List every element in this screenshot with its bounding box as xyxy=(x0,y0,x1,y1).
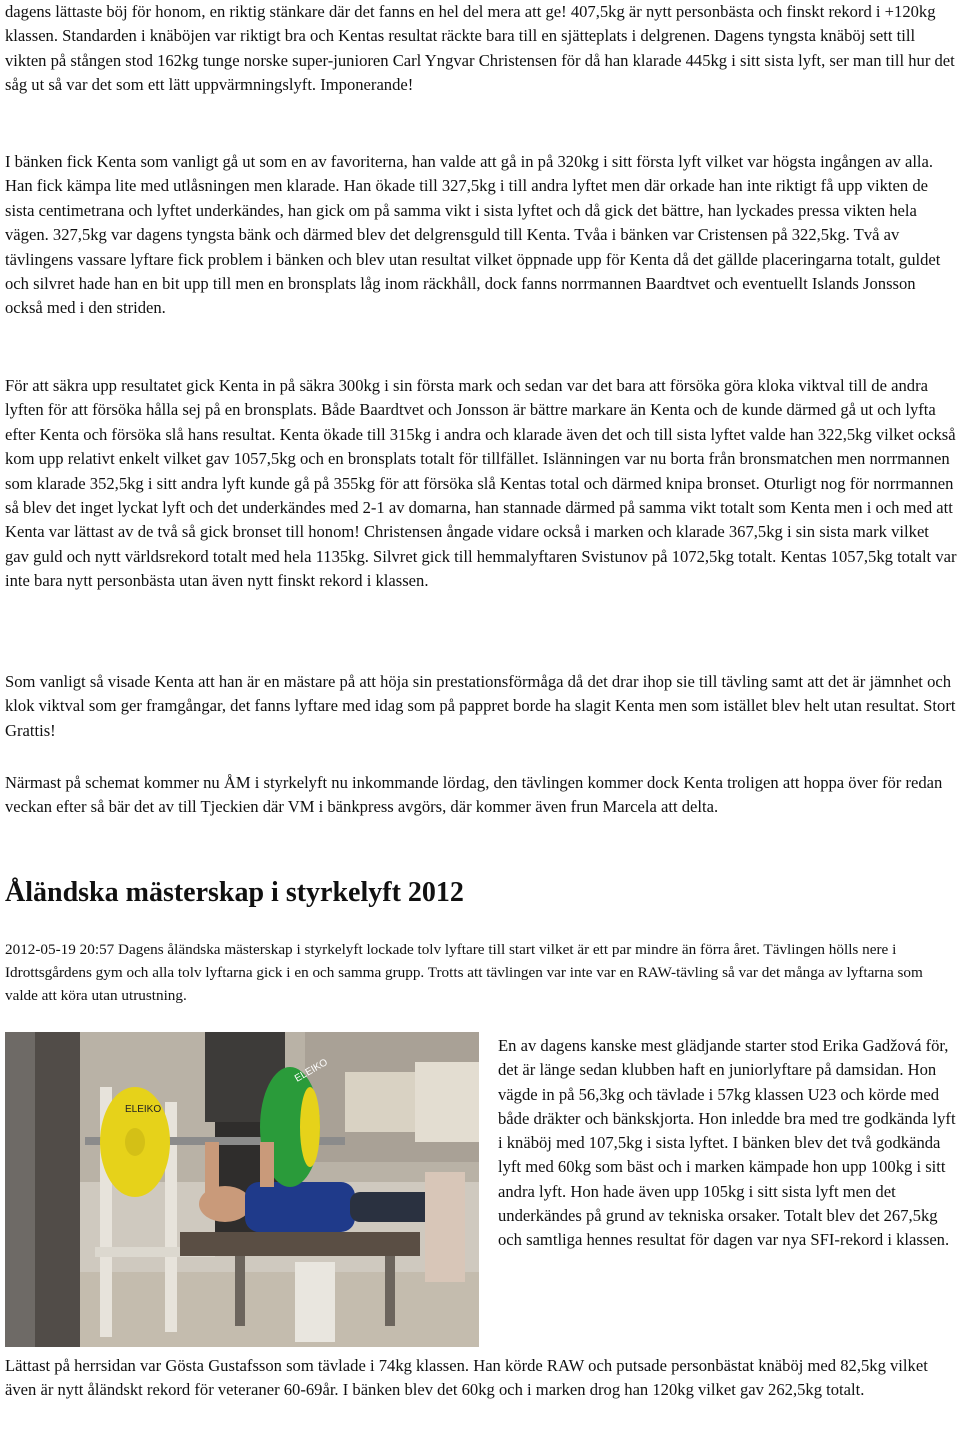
article-paragraph: För att säkra upp resultatet gick Kenta in på säkra 300kg i sin första mark och sedan var det bara att försöka göra kloka viktval till de andra lyften för att försöka hålla sej på en bronsplats. Både Baardtvet och Jonsson är bättre markare än Kenta och de kunde därmed gå ut och lyfta efter Kenta och försöka slå hans resultat. Kenta ökade till 315kg i andra och klarade även det och till sista lyftet valde han 322,5kg vilket också kom upp relativt enkelt vilket gav 1057,5kg och en bronsplats totalt för tillfället. Islänningen var nu borta från bronsmatchen men norrmannen som klarade 352,5kg i sitt andra lyft kunde gå på 355kg för att försöka slå Kentas total och därmed knipa bronset. Oturligt nog för norrmannen så blev det inget lyckat lyft och det underkändes med 2-1 av domarna, han stannade därmed på samma vikt totalt som Kenta men i och med att Kenta var lättast av de två så gick bronset till honom! Christensen ångade vidare också i marken och klarade 367,5kg i sin sista mark vilket gav guld och nytt världsrekord totalt med hela 1135kg. Silvret gick till hemmalyftaren Svistunov på 1072,5kg totalt. Kentas 1057,5kg totalt var inte bara nytt personbästa utan även nytt finskt rekord i klassen. xyxy=(5,376,957,591)
plate-brand-label: ELEIKO xyxy=(125,1104,162,1115)
article-paragraph: I bänken fick Kenta som vanligt gå ut som en av favoriterna, han valde att gå in på 320kg i sitt första lyft vilket var högsta ingången av alla. Han fick kämpa lite med utlåsningen men klarade. Han ökade till 327,5kg i till andra lyftet men där orkade han inte riktigt få upp vikten de sista centimetrana och lyftet underkändes, han gick om på samma vikt i sista lyftet och då gick det bättre, han lyckades pressa vikten hela vägen. 327,5kg var dagens tyngsta bänk och därmed blev det delgrensguld till Kenta. Tvåa i bänken var Cristensen på 322,5kg. Två av tävlingens vassare lyftare fick problem i bänken och blev utan resultat vilket öppnade upp för Kenta då det gällde placeringarna totalt, guldet och silvret hade han en bit upp till men en bronsplats låg inom räckhåll, dock fanns norrmannen Baardtvet och eventuellt Islands Jonsson också med i den striden. xyxy=(5,152,941,318)
plate-brand-label: ELEIKO xyxy=(293,1057,330,1085)
article-paragraph: Närmast på schemat kommer nu ÅM i styrkelyft nu inkommande lördag, den tävlingen kommer dock Kenta troligen att hoppa över för redan veckan efter så bär det av till Tjeckien där VM i bänkpress avgörs, där kommer även frun Marcela att delta. xyxy=(5,773,943,817)
section-intro: 2012-05-19 20:57 Dagens åländska mästerskap i styrkelyft lockade tolv lyftare till start vilket är ett par mindre än förra året. Tävlingen hölls nere i Idrottsgårdens gym och alla tolv lyftarna gick i en och samma grupp. Trotts att tävlingen var inte var en RAW-tävling så var det många av lyftarna som valde att köra utan utrustning. xyxy=(5,941,923,1004)
bench-press-illustration xyxy=(5,1032,479,1347)
section-heading: Åländska mästerskap i styrkelyft 2012 xyxy=(5,877,464,908)
bench-press-photo xyxy=(5,1032,479,1347)
photo-side-text: En av dagens kanske mest glädjande starter stod Erika Gadžová för, det är länge sedan klubben haft en juniorlyftare på damsidan. Hon vägde in på 56,3kg och tävlade i 57kg klassen U23 och körde med både dräkter och bänkskjorta. Hon inledde bra med tre godkända lyft i knäböj med 107,5kg i sista lyftet. I bänken blev det två godkända lyft med 60kg som bäst och i marken kämpade hon upp 100kg i sitt andra lyft. Hon hade även upp 105kg i sitt sista lyft men det underkändes på grund av tekniska orsaker. Totalt blev det 267,5kg och samtliga hennes resultat för dagen var nya SFI-rekord i klassen. xyxy=(498,1036,956,1250)
article-paragraph: Som vanligt så visade Kenta att han är en mästare på att höja sin prestationsförmåga då det drar ihop sie till tävling samt att det är jämnhet och klok viktval som ger framgångar, det fanns lyftare med idag som på pappret borde ha slagit Kenta men som istället blev helt utan resultat. Stort Grattis! xyxy=(5,672,956,740)
article-paragraph: dagens lättaste böj för honom, en riktig stänkare där det fanns en hel del mera att ge! 407,5kg är nytt personbästa och finskt rekord i +120kg klassen. Standarden i knäböjen var riktigt bra och Kentas resultat räckte bara till en sjätteplats i delgrenen. Dagens tyngsta knäböj sett till vikten på stången stod 162kg tunge norske super-junioren Carl Yngvar Christensen för då han klarade 445kg i sitt sista lyft, ser man till hur det såg ut så var det som ett lätt uppvärmningslyft. Imponerande! xyxy=(5,2,955,95)
article-paragraph: Lättast på herrsidan var Gösta Gustafsson som tävlade i 74kg klassen. Han körde RAW och putsade personbästat knäböj med 82,5kg vilket även är nytt åländskt rekord för veteraner 60-69år. I bänken blev det 60kg och i marken drog han 120kg vilket gav 262,5kg totalt. xyxy=(5,1356,928,1400)
